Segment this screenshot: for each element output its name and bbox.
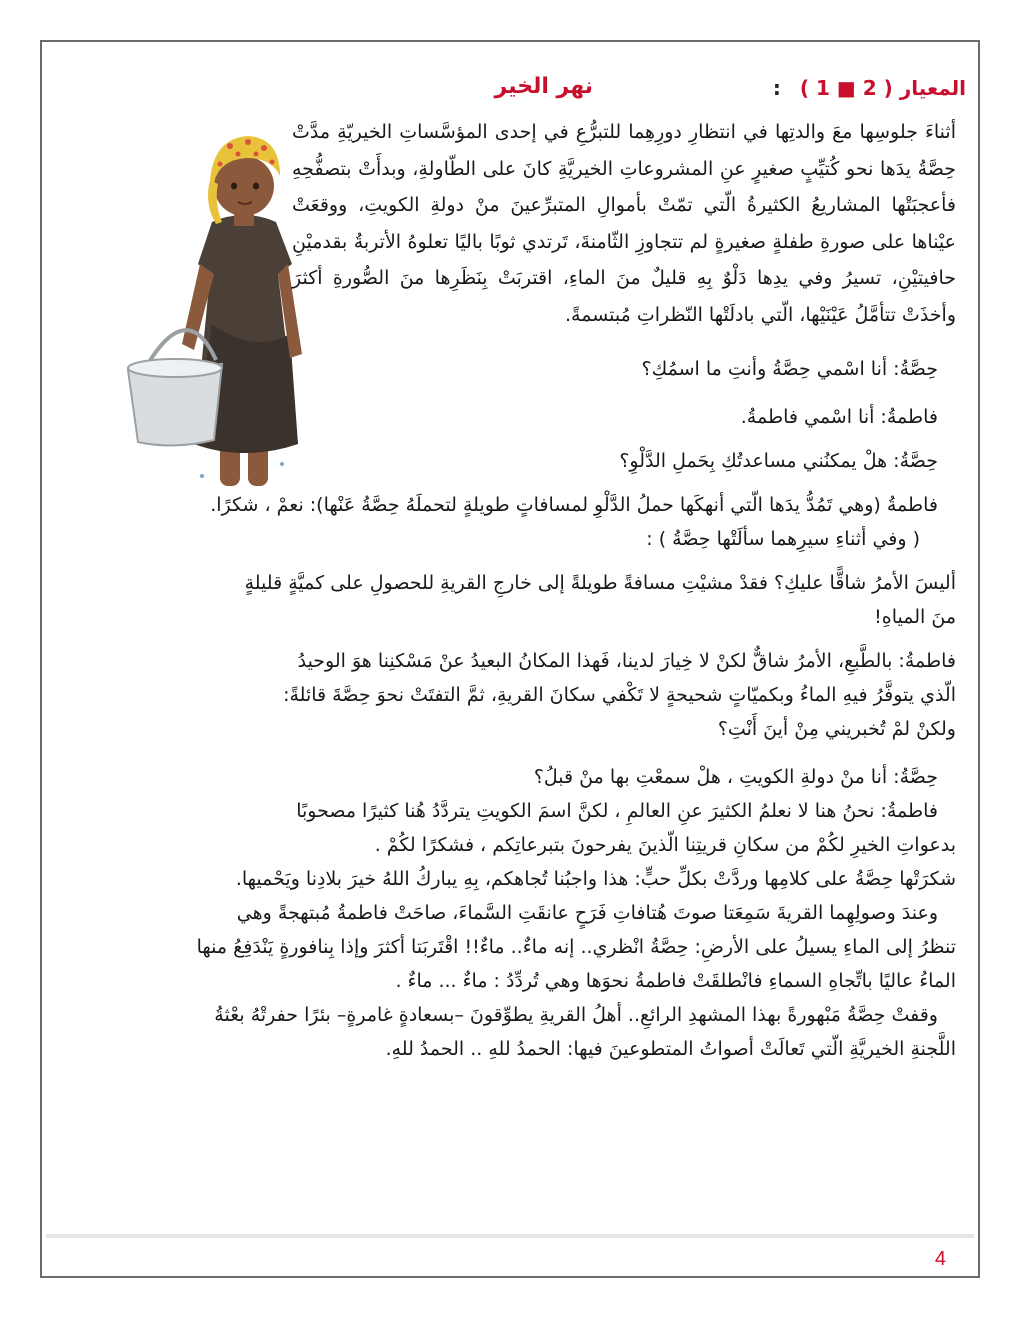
criterion-label-text: المعيار bbox=[899, 76, 966, 100]
dialogue-line: منَ المياهِ! bbox=[874, 606, 956, 628]
page-header bbox=[42, 72, 978, 112]
dialogue-line: حِصَّةُ: أنا منْ دولةِ الكويتِ ، هلْ سمعْتِ بها منْ قبلُ؟ bbox=[533, 766, 938, 788]
dialogue-line: بدعواتِ الخيرِ لكُمْ من سكانِ قريتِنا الّذينَ يفرحونَ بتبرعاتِكم ، فشكرًا لكُمْ . bbox=[374, 834, 956, 856]
dialogue-line: فاطمةُ (وهي تَمُدُّ يدَها الّتي أنهكَها حملُ الدَّلْوِ لمسافاتٍ طويلةٍ لتحملَهُ حِصَّةُ عَنْها): نعمْ ، شكرًا. bbox=[210, 494, 938, 516]
dialogue-line: حِصَّةُ: أنا اسْمي حِصَّةُ وأنتِ ما اسمُكِ؟ bbox=[641, 358, 938, 380]
dialogue-line: حِصَّةُ: هلْ يمكنُني مساعدتُكِ بِحَملِ الدَّلْوِ؟ bbox=[619, 450, 938, 472]
narration-line: وقفتْ حِصَّةُ مَبْهورةً بهذا المشهدِ الرائعِ.. أهلُ القريةِ يطوِّقونَ –بسعادةٍ غامرةٍ– بئرًا حفرتْهُ بعْثةُ bbox=[214, 1004, 938, 1026]
page-number: 4 bbox=[934, 1248, 946, 1270]
narration-line: الماءُ عاليًا باتِّجاهِ السماءِ فانْطلقَتْ فاطمةُ نحوَها وهي تُردِّدُ : ماءٌ ... ماءٌ . bbox=[395, 970, 956, 992]
dialogue-line: فاطمةُ: بالطَّبعِ، الأمرُ شاقٌّ لكنْ لا خِيارَ لدينا، فَهذا المكانُ البعيدُ عنْ مَسْكنِنا هوَ الوحيدُ bbox=[297, 650, 956, 672]
bottom-divider bbox=[46, 1234, 974, 1238]
narration-line: اللَّجنةِ الخيريَّةِ الّتي تَعالَتْ أصواتُ المتطوعينَ فيها: الحمدُ للهِ .. الحمدُ للهِ. bbox=[385, 1038, 956, 1060]
criterion-label bbox=[773, 76, 966, 100]
story-title: نهر الخير bbox=[494, 74, 593, 99]
criterion-value: ( 2 ■ 1 ) bbox=[799, 76, 893, 100]
story-intro-paragraph: أثناءَ جلوسِها معَ والدتِها في انتظارِ دورِهِما للتبرُّعِ في إحدى المؤسَّساتِ الخيريّةِ مدَّتْ حِصَّةُ يدَها نحو كُتيِّبٍ صغيرٍ عنِ المشروعاتِ الخيريَّةِ كانَ على الطّاولةِ، وبدأَتْ بتصفُّحِهِ فأعجبَتْها المشاريعُ الكثيرةُ الّتي تمّتْ بأموالِ المتبرِّعينَ منْ دولةِ الكويتِ، ووقعَتْ عيْناها على صورةِ طفلةٍ صغيرةٍ لم تتجاوزِ الثّامنةَ، تَرتدي ثوبًا باليًا تعلوهُ الأتربةُ بقدميْنِ حافيتيْنِ، تسيرُ وفي يدِها دَلْوٌ بِهِ قليلٌ منَ الماءِ، اقتربَتْ بِنَظَرِها منَ الصُّورةِ أكثرَ وأخذَتْ تتأمَّلُ عَيْنَيْها، الّتي بادلَتْها النّظراتِ مُبتسمةً. bbox=[292, 121, 956, 326]
stage-direction: ( وفي أثناءِ سيرِهما سألَتْها حِصَّةُ ) : bbox=[646, 528, 920, 550]
dialogue-line: فاطمةُ: نحنُ هنا لا نعلمُ الكثيرَ عنِ العالمِ ، لكنَّ اسمَ الكويتِ يتردَّدُ هُنا كثيرًا مصحوبًا bbox=[296, 800, 938, 822]
dialogue-line: ولكنْ لمْ تُخبريني مِنْ أينَ أَنْتِ؟ bbox=[717, 718, 956, 740]
narration-line: وعندَ وصولِهِما القريةَ سَمِعَتا صوتَ هُتافاتِ فَرَحٍ عانقَتِ السَّماءَ، صاحَتْ فاطمةُ مُبتهجةً وهي bbox=[236, 902, 938, 924]
page-frame bbox=[40, 40, 980, 1278]
criterion-separator: : bbox=[772, 76, 781, 100]
dialogue-line: الّذي يتوفَّرُ فيهِ الماءُ وبكميّاتٍ شحيحةٍ لا تَكْفي سكانَ القريةِ، ثمَّ التفتَتْ نحوَ حِصَّةَ قائلةً: bbox=[283, 684, 956, 706]
dialogue-line: أليسَ الأمرُ شاقًّا عليكِ؟ فقدْ مشيْتِ مسافةً طويلةً إلى خارجِ القريةِ للحصولِ على كميَّةٍ قليلةٍ bbox=[244, 572, 956, 594]
dialogue-line: فاطمةُ: أنا اسْمي فاطمةُ. bbox=[740, 406, 938, 428]
narration-line: شكرَتْها حِصَّةُ على كلامِها وردَّتْ بكلِّ حبٍّ: هذا واجبُنا تُجاهكم، بِهِ يباركُ اللهُ خيرَ بلادِنا ويَحْميها. bbox=[235, 868, 956, 890]
narration-line: تنظرُ إلى الماءِ يسيلُ على الأرضِ: حِصَّةُ انْظري.. إنه ماءٌ.. ماءٌ!! اقْتَربَتا أكثرَ وإذا بِنافورةٍ يَنْدَفِعُ منها bbox=[196, 936, 956, 958]
story-body bbox=[62, 114, 956, 1066]
